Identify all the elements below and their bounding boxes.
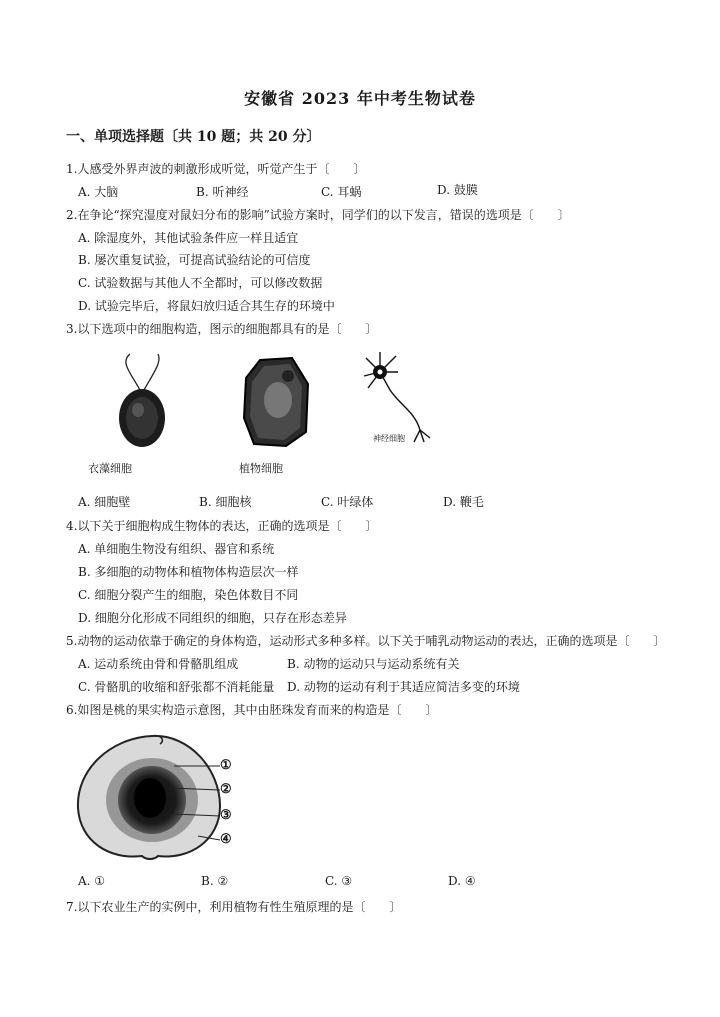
question-6-option-d[interactable]: D. ④: [448, 874, 476, 888]
chlamydomonas-cell-figure: [100, 352, 190, 452]
question-3-stem: 3.以下选项中的细胞构造，图示的细胞都具有的是〔 〕: [66, 322, 378, 336]
question-2-option-a[interactable]: A. 除湿度外，其他试验条件应一样且适宜: [78, 231, 299, 245]
question-2-option-d[interactable]: D. 试验完毕后，将鼠妇放归适合其生存的环境中: [78, 299, 335, 313]
peach-label-2: ②: [220, 782, 232, 797]
question-6-stem: 6.如图是桃的果实构造示意图，其中由胚珠发育而来的构造是〔 〕: [66, 703, 438, 717]
neuron-caption: 神经细胞: [373, 434, 405, 443]
question-1-option-a[interactable]: A. 大脑: [78, 185, 119, 199]
question-2-stem: 2.在争论“探究湿度对鼠妇分布的影响”试验方案时，同学们的以下发言，错误的选项是〔 〕: [66, 208, 570, 222]
question-6-option-a[interactable]: A. ①: [78, 874, 106, 888]
section-heading: 一、单项选择题〔共 10 题；共 20 分〕: [66, 129, 321, 145]
plant-cell-caption: 植物细胞: [239, 462, 283, 475]
question-5-stem: 5.动物的运动依靠于确定的身体构造，运动形式多种多样。以下关于哺乳动物运动的表达，正确的选项是〔 〕: [66, 634, 666, 648]
page-title: 安徽省 2023 年中考生物试卷: [244, 89, 476, 108]
neuron-figure: [360, 350, 435, 445]
plant-cell-figure: [240, 356, 314, 448]
question-5-option-d[interactable]: D. 动物的运动有利于其适应简洁多变的环境: [287, 680, 520, 694]
question-2-option-c[interactable]: C. 试验数据与其他人不全都时，可以修改数据: [78, 276, 323, 290]
question-5-option-b[interactable]: B. 动物的运动只与运动系统有关: [287, 657, 460, 671]
question-7-stem: 7.以下农业生产的实例中，利用植物有性生殖原理的是〔 〕: [66, 900, 402, 914]
chlamydomonas-caption: 衣藻细胞: [88, 462, 132, 475]
question-4-stem: 4.以下关于细胞构成生物体的表达，正确的选项是〔 〕: [66, 519, 378, 533]
question-1-option-d[interactable]: D. 鼓膜: [437, 183, 478, 197]
question-6-option-b[interactable]: B. ②: [201, 874, 229, 888]
question-3-option-d[interactable]: D. 鞭毛: [443, 495, 484, 509]
question-3-option-c[interactable]: C. 叶绿体: [321, 495, 374, 509]
peach-label-1: ①: [220, 758, 232, 773]
question-6-option-c[interactable]: C. ③: [325, 874, 353, 888]
question-2-option-b[interactable]: B. 屡次重复试验，可提高试验结论的可信度: [78, 253, 311, 267]
peach-label-4: ④: [220, 832, 232, 847]
question-1-option-c[interactable]: C. 耳蜗: [321, 185, 362, 199]
question-4-option-a[interactable]: A. 单细胞生物没有组织、器官和系统: [78, 542, 275, 556]
question-4-option-d[interactable]: D. 细胞分化形成不同组织的细胞，只存在形态差异: [78, 611, 347, 625]
question-4-option-c[interactable]: C. 细胞分裂产生的细胞，染色体数目不同: [78, 588, 299, 602]
question-3-option-a[interactable]: A. 细胞壁: [78, 495, 131, 509]
question-5-option-a[interactable]: A. 运动系统由骨和骨骼肌组成: [78, 657, 239, 671]
question-3-option-b[interactable]: B. 细胞核: [199, 495, 252, 509]
question-5-option-c[interactable]: C. 骨骼肌的收缩和舒张都不消耗能量: [78, 680, 275, 694]
question-4-option-b[interactable]: B. 多细胞的动物体和植物体构造层次一样: [78, 565, 299, 579]
question-1-stem: 1.人感受外界声波的刺激形成听觉，听觉产生于〔 〕: [66, 162, 366, 176]
question-1-option-b[interactable]: B. 听神经: [196, 185, 249, 199]
peach-label-3: ③: [220, 808, 232, 823]
